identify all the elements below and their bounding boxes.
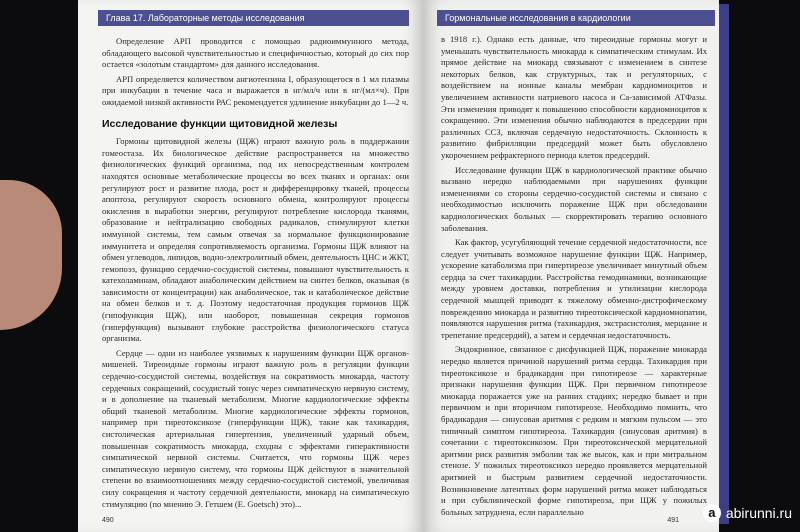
right-text-block: [441, 34, 707, 521]
right-running-header: Гормональные исследования в кардиологии: [437, 10, 715, 26]
left-page: [78, 0, 423, 532]
thumb-photo: [0, 180, 62, 330]
paragraph: Как фактор, усугубляющий течение сердечной недостаточности, все следует учитывать возможное нарушение функции ЩЖ. Например, ускорение катаболизма при гипертиреозе увеличивает минутный объем сердца за счет тахикардии. Расстройства гемодинамики, возникающие между уровнем доставки, потребления и утилизации кислорода сердечной мышцей приводят к тяжелому обменно-дистрофическому повреждению миокарда и развитию тиреотоксической кардиомиопатии, появляются нарушения ритма (тахикардия, экстрасистолия, мерцание и трепетание предсердий), а затем и сердечная недостаточность.: [441, 237, 707, 340]
paragraph: Гормоны щитовидной железы (ЩЖ) играют важную роль в поддержании гомеостаза. Их биологическое действие распространяется на множество физиологических функций организма, под их непосредственным контролем находятся основные метаболические процессы во всех тканях и органах: они регулируют рост и развитие плода, рост и дифференцировку тканей, процессы апоптоза, регулируют скорость основного обмена, контролируют процессы окисления в выработки энергии, регулируют потребление кислорода тканями, образование и нейтрализацию свободных радикалов, стимулируют клетки иммунной системы, тем самым отвечая за нормальное функционирование иммунитета и определяя сопротивляемость организма. Гормоны ЩЖ влияют на обмен углеводов, липидов, водно-электролитный обмен, деятельность ЦНС и ЖКТ, гемопоэз, функцию сердечно-сосудистой системы, повышают чувствительность к катехоламинам, обладают анаболическим действием на синтез белков, оказывая (в зависимости от концентрации) как анаболическое, так и катаболическое действие на обмен белков и т. д. Поэтому недостаточная продукция гормонов ЩЖ (гипофункция ЩЖ), или наоборот, повышенная секреция гормонов (гиперфункция) вызывают глубокие расстройства физиологического статуса организма.: [102, 136, 409, 344]
watermark: [703, 504, 792, 522]
watermark-text: abirunni.ru: [725, 505, 792, 521]
section-title: Исследование функции щитовидной железы: [102, 117, 338, 130]
watermark-logo-icon: a: [703, 504, 721, 522]
right-page-number: 491: [667, 517, 679, 524]
left-page-number: 490: [102, 517, 114, 524]
paragraph: Эндокринное, связанное с дисфункцией ЩЖ, поражение миокарда нередко является причиной нарушений ритма сердца. Тахикардия при тиреотоксикозе и брадикардия при гипотиреозе — характерные признаки нарушения функции ЩЖ. При первичном гипотиреозе миокарда поражается уже на ранних стадиях; нередко бывает и при первичном и при вторичном гипотиреозе. Необходимо помнить, что брадикардия — синусовая аритмия с редким и мягким пульсом — это типичный симптом гипотиреоза. Тахикардия (синусовая аритмия) в сочетании с тиреотоксикозом. При тиреотоксической мерцательной аритмии риск развития эмболии так же высок, как и при митральном стенозе. У пожилых тиреотоксикоз нередко проявляется мерцательной аритмией и быстрым развитием сердечной недостаточности. Возникновение латентных форм нарушений ритма может наблюдаться и при субклинической форме гипотиреоза, при ЩЖ у пожилых больных затруднена, если параллельно: [441, 344, 707, 517]
paragraph: Сердце — одни из наиболее уязвимых к нарушениям функции ЩЖ органов-мишеней. Тиреоидные гормоны играют важную роль в регуляции функции сердечно-сосудистой системы, воздействуя на сократимость миокарда, частоту сердечных сокращений, сосудистый тонус через симпатическую нервную систему, и в дополнение на тканевый метаболизм. Многие кардиологические эффекты общий тканевой метаболизм. Многие кардиологические эффекты гормонов, например при тиреотоксикозе (гиперфункции ЩЖ), такие как тахикардия, систолическая артериальная гипертензия, увеличенный ударный объем, повышенная сократимость миокарда, сходны с эффектами гиперактивности симпатической нервной системы. Считается, что гормоны ЩЖ через симпатическую нервную систему, что гормоны ЩЖ действуют в значительной степени во взаимоотношениях между сердечно-сосудистой системой, увеличивая силу сокращения и частоту сердечной деятельности, миокард на симпатическую стимуляцию (по мнению Э. Гетшем (E. Goetsch) это)...: [102, 347, 409, 509]
right-page: [423, 0, 719, 532]
paragraph: в 1918 г.). Однако есть данные, что тиреоидные гормоны могут и уменьшать чувствительность миокарда к симпатическим стимулам. Их прямое действие на миокард связывают с изменением в синтезе некоторых белков, как структурных, так и регуляторных, с воздействием на ионные каналы мембран кардиомиоцитов и увеличением активности натриевого насоса и Ca-зависимой АТФазы. Эти изменения приводят к повышению способности кардиомиоцитов к сокращению. Эти изменения обычно наблюдаются в предсердии при различных ССЗ, включая сердечную недостаточность. Склонность к развитию фибрилляции предсердий может быть обусловлено укорочением рефрактерного периода клеток предсердий.: [441, 34, 707, 160]
left-text-block: [102, 36, 409, 513]
left-running-header: Глава 17. Лабораторные методы исследования: [98, 10, 409, 26]
paragraph: АРП определяется количеством ангиотензина I, образующегося в 1 мл плазмы при инкубации в течение часа и выражается в нг/мл/ч или в нг/(мл×ч). При ожидаемой низкой активности РАС рекомендуется удлинение инкубации до 1—2 ч.: [102, 73, 409, 107]
paragraph: Исследование функции ЩЖ в кардиологической практике обычно вызвано нередко наблюдаемыми при нарушениях функции изменениями со стороны сердечно-сосудистой системы и связано с необходимостью исключить поражение ЩЖ при обследовании кардиологических больных — скорректировать терапию основного заболевания.: [441, 164, 707, 233]
paragraph: Определение АРП проводится с помощью радиоиммунного метода, обладающего высокой чувствительностью и специфичностью, который до сих пор остается «золотым стандартом» для данного исследования.: [102, 36, 409, 70]
book-cover-edge: [719, 4, 729, 524]
